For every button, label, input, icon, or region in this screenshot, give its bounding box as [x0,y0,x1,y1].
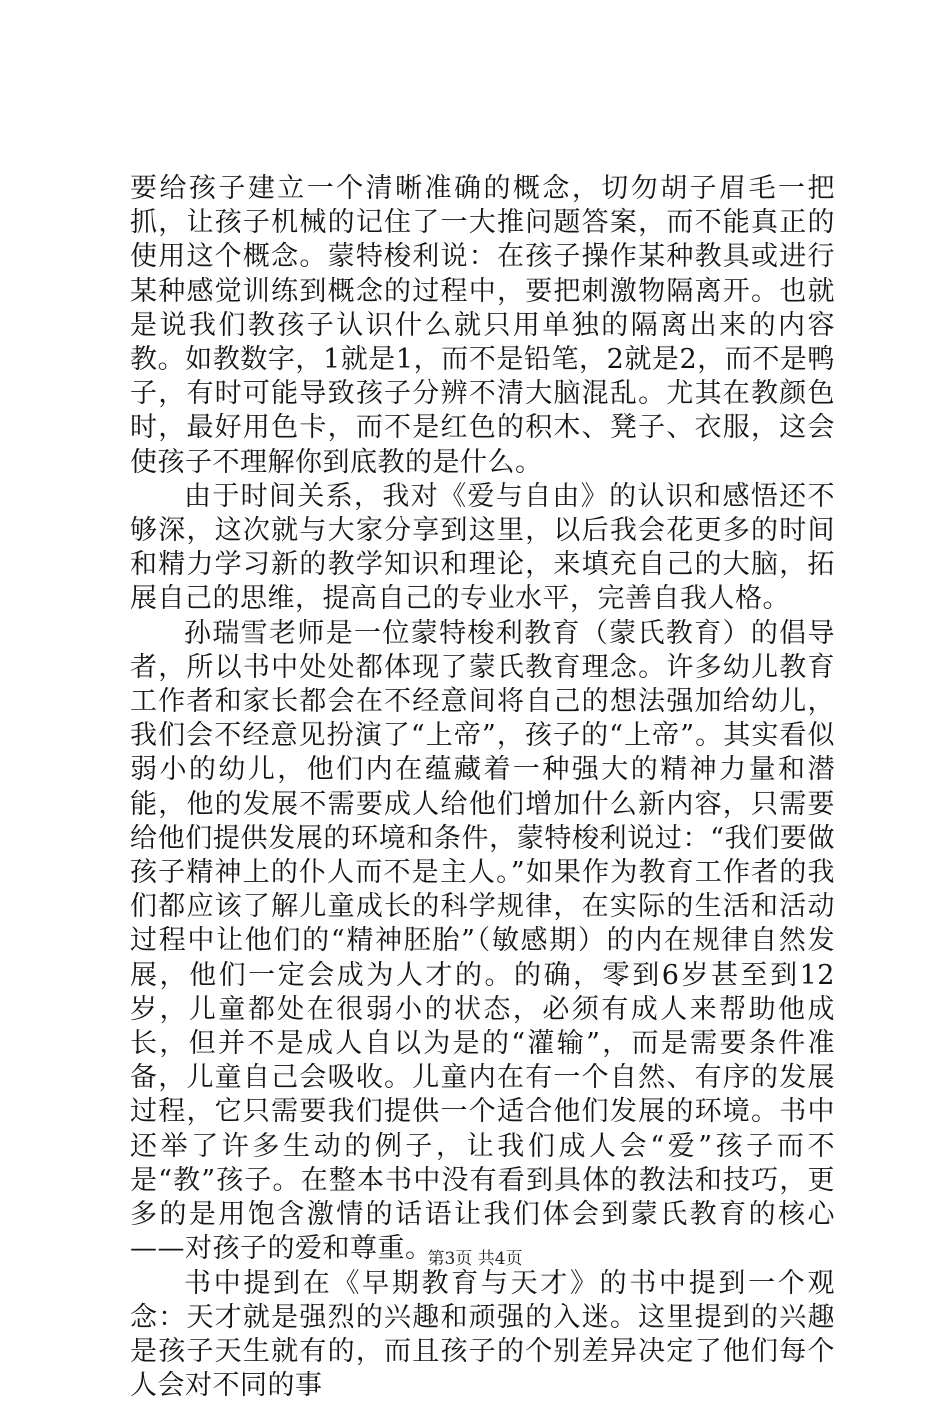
paragraph: 孙瑞雪老师是一位蒙特梭利教育（蒙氏教育）的倡导者，所以书中处处都体现了蒙氏教育理念。许多幼儿教育工作者和家长都会在不经意间将自己的想法强加给幼儿，我们会不经意见扮演了“上帝”，孩子的“上帝”。其实看似弱小的幼儿，他们内在蕴藏着一种强大的精神力量和潜能，他的发展不需要成人给他们增加什么新内容，只需要给他们提供发展的环境和条件，蒙特梭利说过：“我们要做孩子精神上的仆人而不是主人。”如果作为教育工作者的我们都应该了解儿童成长的科学规律，在实际的生活和活动过程中让他们的“精神胚胎”（敏感期）的内在规律自然发展，他们一定会成为人才的。的确，零到6岁甚至到12岁，儿童都处在很弱小的状态，必须有成人来帮助他成长，但并不是成人自以为是的“灌输”，而是需要条件准备，儿童自己会吸收。儿童内在有一个自然、有序的发展过程，它只需要我们提供一个适合他们发展的环境。书中还举了许多生动的例子，让我们成人会“爱”孩子而不是“教”孩子。在整本书中没有看到具体的教法和技巧，更多的是用饱含激情的话语让我们体会到蒙氏教育的核心——对孩子的爱和尊重。 [130,617,835,1267]
document-body [130,172,835,1403]
paragraph: 书中提到在《早期教育与天才》的书中提到一个观念：天才就是强烈的兴趣和顽强的入迷。这里提到的兴趣是孩子天生就有的，而且孩子的个别差异决定了他们每个人会对不同的事 [130,1267,835,1403]
paragraph: 由于时间关系，我对《爱与自由》的认识和感悟还不够深，这次就与大家分享到这里，以后我会花更多的时间和精力学习新的教学知识和理论，来填充自己的大脑，拓展自己的思维，提高自己的专业水平，完善自我人格。 [130,480,835,617]
page-footer: 第3页 共4页 [0,1244,950,1269]
paragraph: 要给孩子建立一个清晰准确的概念，切勿胡子眉毛一把抓，让孩子机械的记住了一大推问题答案，而不能真正的使用这个概念。蒙特梭利说：在孩子操作某种教具或进行某种感觉训练到概念的过程中，要把刺激物隔离开。也就是说我们教孩子认识什么就只用单独的隔离出来的内容教。如教数字，1就是1，而不是铅笔，2就是2，而不是鸭子，有时可能导致孩子分辨不清大脑混乱。尤其在教颜色时，最好用色卡，而不是红色的积木、凳子、衣服，这会使孩子不理解你到底教的是什么。 [130,172,835,480]
